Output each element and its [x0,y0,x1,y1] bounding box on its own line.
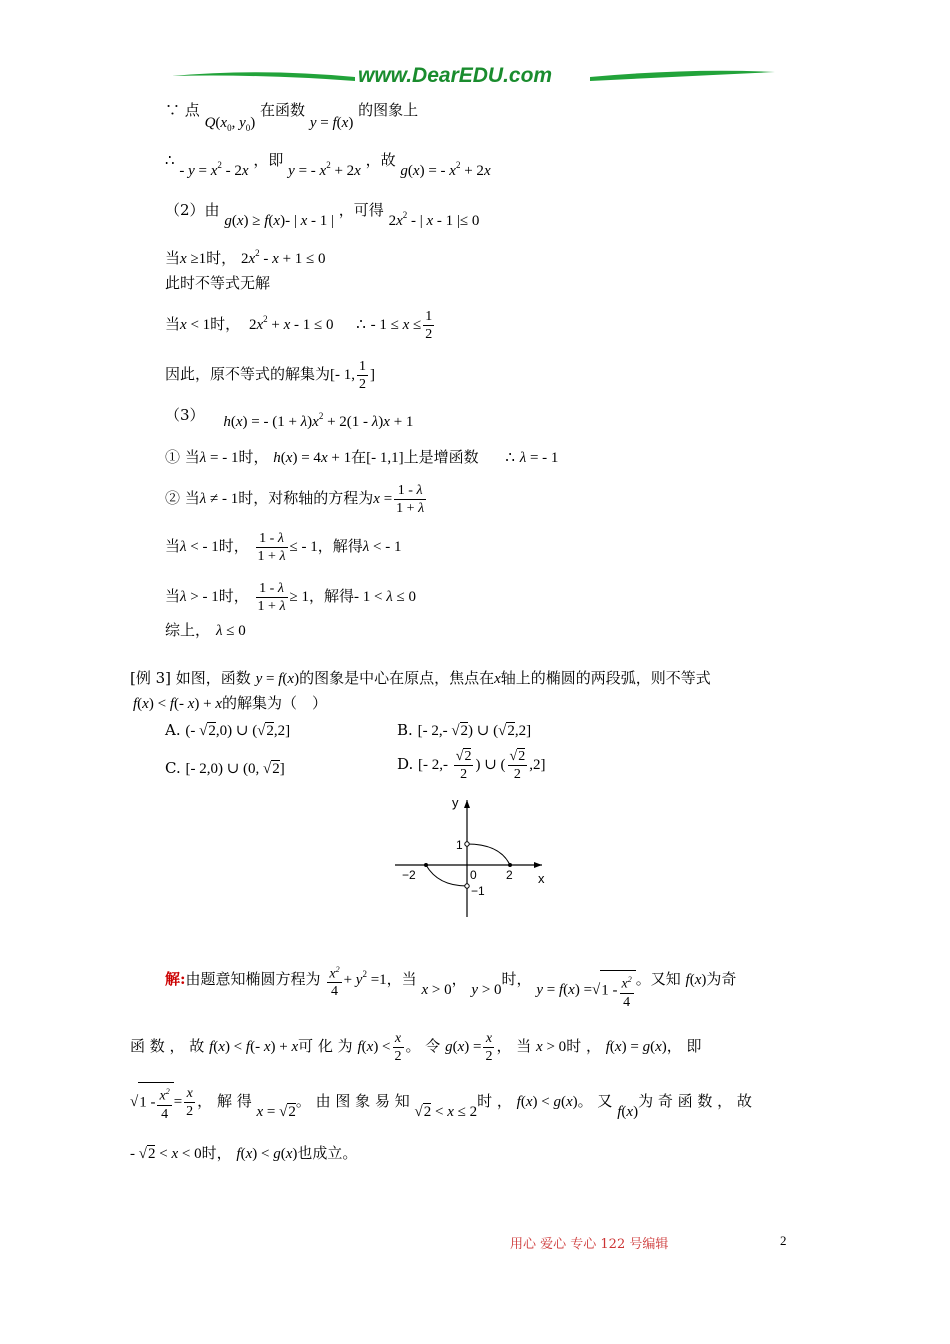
solution-line-1 [165,960,737,1010]
fx-lt-gx-2: f(x) < g(x) [236,1146,298,1162]
footer-text: 用心 爱心 专心 122 号编辑 [510,1237,669,1252]
lambda-result-2: λ < - 1 [362,538,402,555]
sol-text-18: 时， [201,1144,232,1162]
text-get: ，可得 [338,201,384,219]
option-b-label: B. [397,721,413,739]
part3-label: （3） [165,406,205,424]
point-neg2 [424,863,428,867]
solution-set-value: [- 1, $\frac{1}{2}$ ] [330,359,376,392]
example-ineq: f(x) < f(- x) + x [133,696,223,712]
case1-label: ① 当 [165,448,200,466]
sol-text-11: 时 ， [566,1036,601,1055]
gx-def: g(x) = $\frac{x}{2}$ [445,1031,493,1064]
fx-eq-gx: f(x) = g(x) [605,1038,667,1055]
ineq-given: g(x) ≥ f(x)- | x - 1 | [224,213,334,229]
line-9 [165,447,558,468]
fx-lt-gx: f(x) < g(x) [516,1093,578,1110]
range-sqrt2-2: √2 < x ≤ 2 [414,1103,478,1120]
example-func: y = f(x) [255,671,300,687]
solution-line-2 [130,1030,702,1065]
solution-label: 解: [165,969,186,988]
example-x-axis: x [494,671,501,687]
when-suffix-3: 时， [218,536,249,555]
fx-ref-1: f(x) [685,971,707,988]
solve-text-1: ，解得 [317,536,363,555]
sol-text-14: 。 由 图 象 易 知 [295,1091,410,1110]
header-banner [170,62,780,92]
ineq-derived: $2x^2$ - | x - 1 |≤ 0 [388,210,480,229]
line-3 [165,200,480,229]
option-d-value: [- 2,- $\frac{√2}{2}$ ) ∪ ( $\frac{√2}{2}$ ,2] [418,749,546,782]
y-label: y [452,795,459,810]
x-eq-sqrt2: x = √2 [256,1103,296,1120]
h-linear: h(x) = 4x + 1 [273,450,352,466]
solve-text-2: ，解得 [309,586,355,605]
option-a-value: (- √2,0) ∪ (√2,2] [185,723,291,739]
tick-1: 1 [456,838,463,852]
lambda-gt-neg1: λ > - 1 [180,588,219,605]
line-12 [165,580,416,615]
text-graph-on: 的图象上 [358,101,419,119]
sol-text-6: 为奇 [706,969,737,988]
example-text-1: 的图象是中心在原点，焦点在 [299,669,495,687]
text-ie: ，即 [253,151,284,169]
func-y-fx: y = f(x) [309,115,354,131]
option-b-value: [- 2,- √2) ∪ (√2,2] [417,723,532,739]
ineq-simplified: f(x) < $\frac{x}{2}$ [357,1031,402,1064]
no-solution-text: 此时不等式无解 [165,274,271,292]
arc-left [426,865,467,886]
sol-text-8: 可 化 为 [298,1036,353,1055]
lambda-final: λ ≤ 0 [216,623,246,639]
option-c-value: [- 2,0) ∪ (0, √2] [185,761,285,777]
point-2 [508,863,512,867]
ineq-lambda-1: $\frac{1 - \lambda}{1 + \lambda}$ ≤ - 1 [257,531,318,564]
sol-text-7: 函 数 ， 故 [130,1036,205,1055]
part2-by: （2）由 [165,201,220,219]
sol-text-15: 时 ， [477,1091,512,1110]
lambda-ne-neg1: λ ≠ - 1 [199,490,239,507]
ellipse-eq: $\frac{x^2}{4}$ + $y^2 =1$ [325,972,386,988]
sol-text-17: 为 奇 函 数 ， 故 [638,1091,752,1110]
line-7 [165,358,375,393]
lambda-lt-neg1: λ < - 1 [180,538,219,555]
example-text-2: 轴上的椭圆的两段弧，则不等式 [500,669,711,687]
therefore-2: ∴ [356,314,366,333]
when-label-2: 当 [165,314,181,333]
solution-line-4 [130,1143,357,1164]
sol-text-12: ， 即 [666,1036,702,1055]
example-3-line-2 [133,693,327,714]
eq-y: y = - $x^2 + 2x$ [288,160,361,179]
tick-neg2: −2 [402,868,416,882]
cond-x-pos-2: x > 0 [536,1038,567,1055]
line-4 [165,248,326,270]
ineq-ref: f(x) < f(- x) + x [209,1038,299,1055]
solution-line-3 [130,1082,752,1123]
axis-eq-text: 时，对称轴的方程为 [238,488,374,507]
fx-ref-2: f(x) [617,1103,639,1120]
eq-sqrt-half: √1 - $\frac{x^2}{4}$ = $\frac{x}{2}$ [130,1094,197,1110]
when-label-4: 当 [165,586,181,605]
sol-text-5: 。又知 [635,969,681,988]
option-a-label: A. [165,721,181,739]
because-point: ∵ 点 [165,101,200,119]
x-axis-arrow-icon [534,862,542,868]
option-c-label: C. [165,759,181,777]
line-6 [165,308,436,343]
sol-text-19: 也成立。 [297,1144,358,1162]
increasing-text: 上是增函数 [403,448,479,466]
sol-text-4: 时， [501,969,532,988]
x-label: x [538,871,545,886]
sol-text-10: ， 当 [496,1036,532,1055]
line-5 [165,273,270,293]
ellipse-figure [390,795,550,920]
tick-0: 0 [470,868,477,882]
example-title: [例 3] 如图，函数 [130,669,251,687]
case1-on: 在 [351,448,367,466]
tick-2: 2 [506,868,513,882]
option-d-label: D. [397,754,414,773]
eq-gx: g(x) = - $x^2 + 2x$ [400,160,491,179]
line-2 [165,150,491,179]
page-number: 2 [780,1233,787,1248]
cond-x-ge-1: x ≥1 [180,251,207,267]
example-3-line-1 [130,668,711,689]
summary-label: 综上， [165,621,211,639]
line-11 [165,530,401,565]
eq-neg-y: - $y = x^2 - 2x$ [179,160,249,179]
solution-set-text: 因此，原不等式的解集为 [165,364,331,383]
point-q: $Q(x_0$, $y_0$) [204,115,256,133]
when-suffix-4: 时， [218,586,249,605]
when-suffix: 时， [206,249,237,267]
sol-text-9: 。 令 [405,1036,441,1055]
open-point-top [465,842,469,846]
lambda-eq-neg1: λ = - 1 [199,450,239,466]
line-8 [165,405,414,430]
option-a [165,720,290,741]
line-13 [165,620,246,641]
case2-label: ② 当 [165,488,200,507]
sol-text-3: ， [451,969,467,988]
range-neg-sqrt2-0: - √2 < x < 0 [130,1146,202,1162]
sol-text-16: 。 又 [577,1091,613,1110]
when-label: 当 [165,249,181,267]
option-d [397,748,545,783]
header-site-title: www.DearEDU.com [358,64,553,87]
range-case2: - 1 ≤ x ≤ $\frac{1}{2}$ [370,309,433,342]
sol-text-2: ，当 [386,969,417,988]
open-point-bottom [465,884,469,888]
option-c [165,758,285,779]
text-in-function: 在函数 [260,101,306,119]
interval-neg1-1: [- 1,1] [366,450,404,466]
axis-eq: x = $\frac{1 - \lambda}{1 + \lambda}$ [373,483,425,516]
cond-y-pos: y > 0 [471,981,502,998]
y-axis-arrow-icon [464,800,470,808]
therefore-3: ∴ [505,448,515,466]
text-so: ，故 [365,151,396,169]
example-text-3: 的解集为（ ） [222,694,328,712]
ineq-case1: $2x^2 - x + 1 \le 0$ [240,248,326,267]
cond-x-lt-1: x < 1 [180,316,211,333]
arc-right [467,844,510,865]
fx-expression: y = f(x) =√1 - $\frac{x^2}{4}$ [536,982,635,998]
sol-text-13: ， 解 得 [197,1091,252,1110]
cond-x-pos: x > 0 [421,981,452,998]
when-suffix-2: 时， [210,314,241,333]
when-label-3: 当 [165,536,181,555]
h-definition: h(x) = - $(1 + \lambda)x^2 + 2(1 - \lambda)x + 1$ [223,411,414,430]
tick-neg1: −1 [471,884,485,898]
line-10 [165,482,428,517]
ineq-case2: $2x^2 + x - 1 \le 0$ [248,313,334,333]
option-b [397,720,531,741]
ellipse-figure-svg [390,795,550,920]
therefore-1: ∴ [165,151,175,169]
ineq-lambda-2: $\frac{1 - \lambda}{1 + \lambda}$ ≥ 1 [257,581,309,614]
lambda-result-3: - 1 < λ ≤ 0 [354,588,416,605]
lambda-result-1: λ = - 1 [519,450,559,466]
sol-text-1: 由题意知椭圆方程为 [185,969,321,988]
case1-when: 时， [238,448,269,466]
line-1 [165,100,419,133]
